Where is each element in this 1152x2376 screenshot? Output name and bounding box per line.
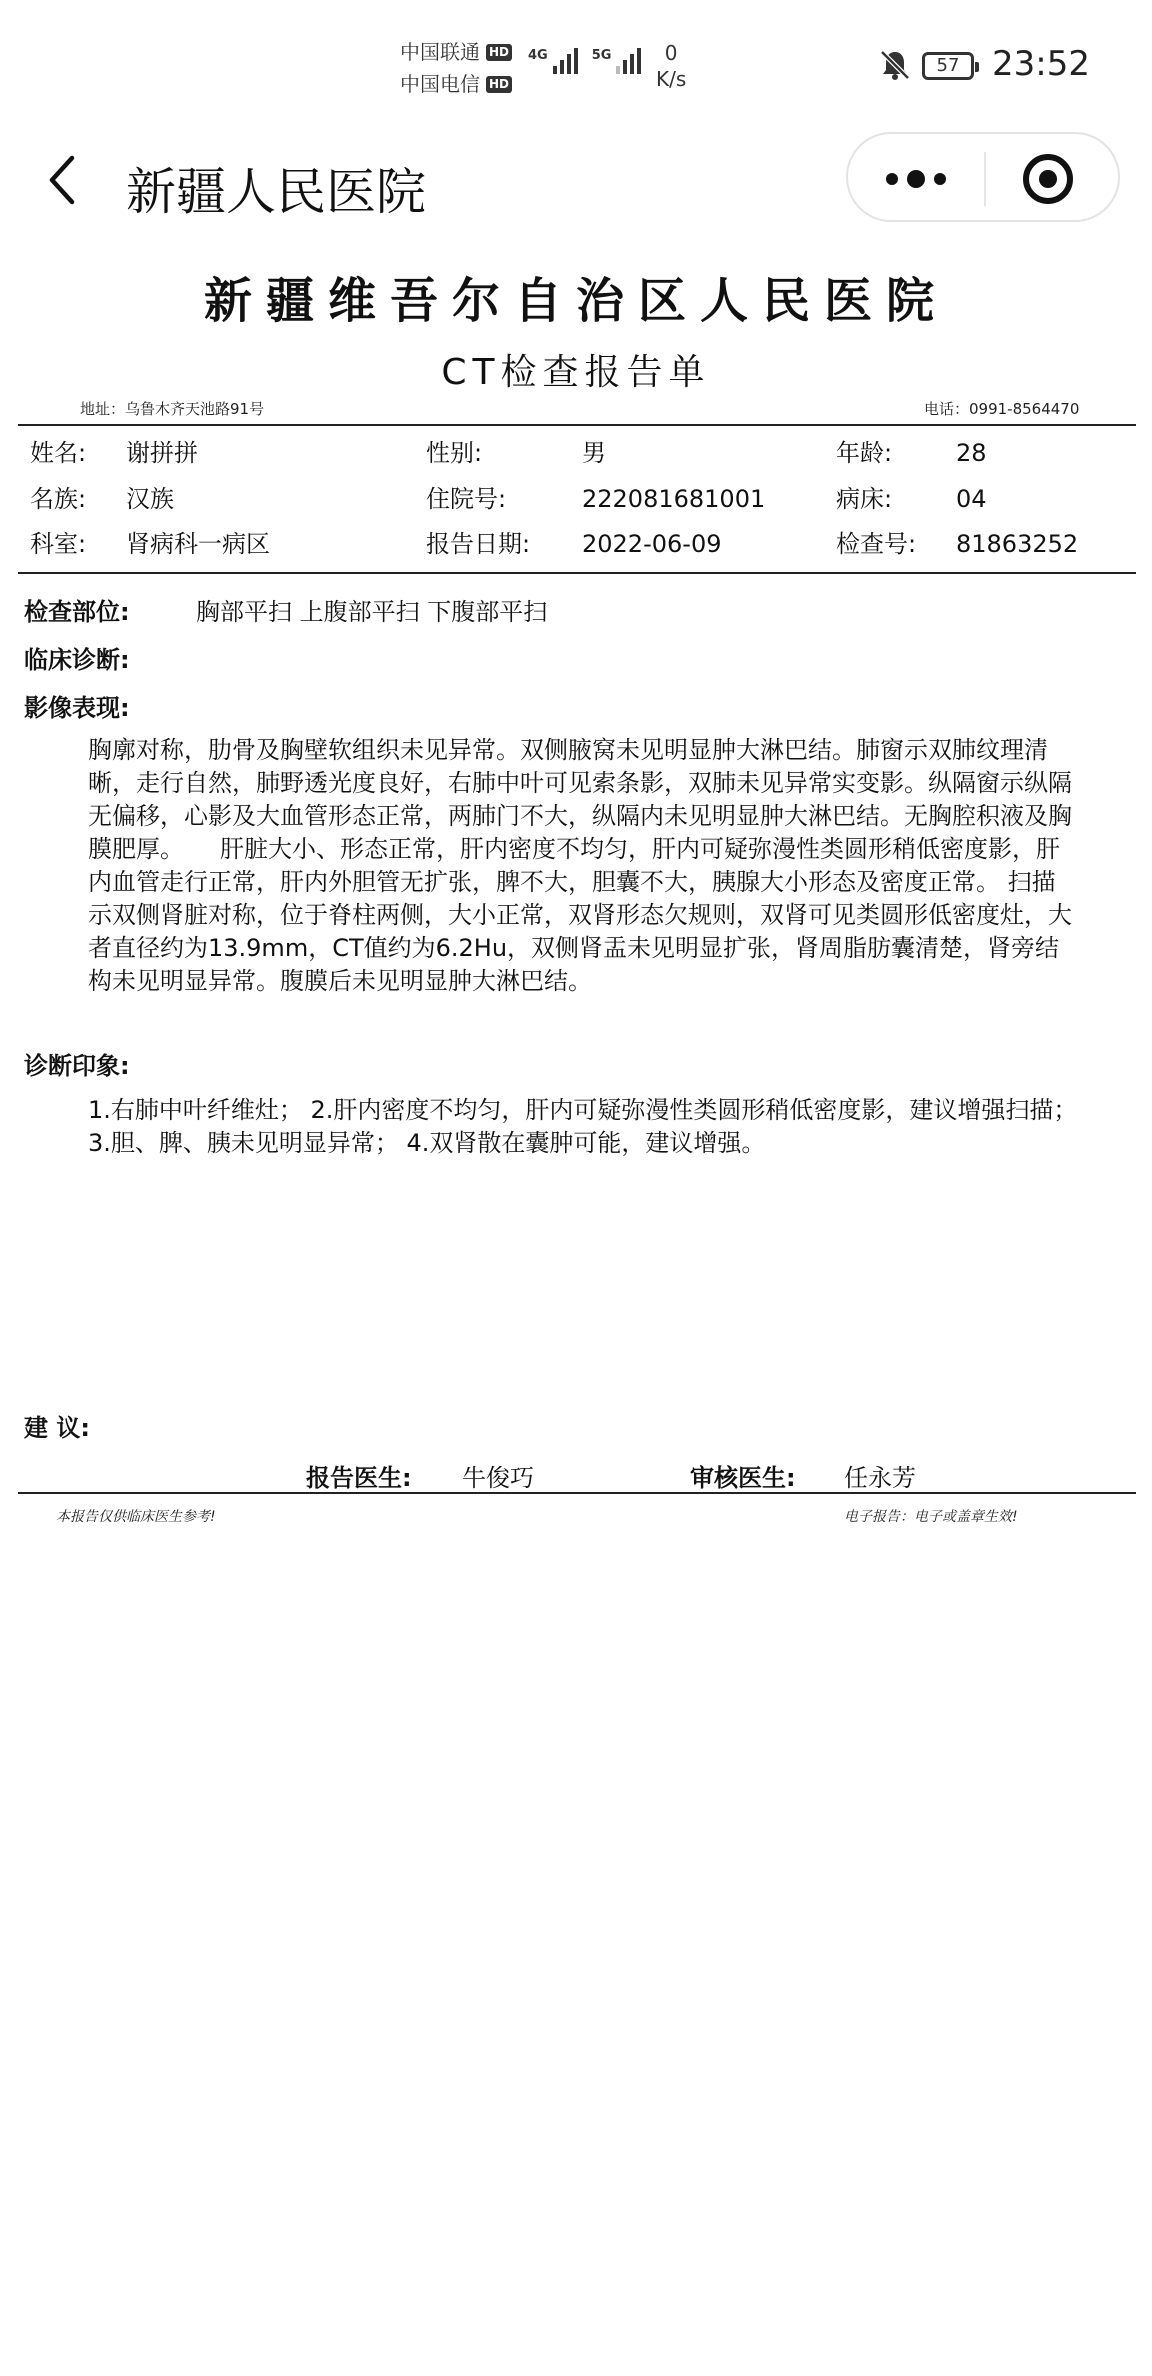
dept-value: 肾病科一病区	[126, 530, 270, 558]
ethnic-value: 汉族	[126, 485, 174, 513]
hospital-name: 新疆维吾尔自治区人民医院	[203, 273, 948, 329]
carrier-info	[400, 36, 512, 100]
divider-top	[18, 424, 1136, 426]
miniprogram-capsule	[846, 132, 1120, 222]
signal-5g-icon: 5G	[592, 48, 642, 74]
admission-label: 住院号:	[426, 485, 507, 513]
name-label: 姓名:	[30, 439, 87, 467]
signal-4g-icon: 4G	[528, 48, 578, 74]
impression-label: 诊断印象:	[24, 1052, 130, 1080]
back-icon[interactable]	[42, 150, 86, 210]
name-value: 谢拼拼	[126, 439, 198, 467]
footer-electronic: 电子报告：电子或盖章生效!	[844, 1509, 1018, 1525]
exam-part-label: 检查部位:	[24, 598, 130, 626]
signal-indicators	[528, 48, 641, 74]
admission-value: 222081681001	[582, 485, 766, 513]
findings-label: 影像表现:	[24, 694, 130, 722]
battery-indicator: 57	[922, 52, 974, 80]
suggestion-label: 建 议:	[24, 1414, 90, 1442]
ethnic-label: 名族:	[30, 485, 87, 513]
hospital-address: 地址：乌鲁木齐天池路91号	[80, 400, 265, 418]
hospital-phone: 电话：0991-8564470	[924, 400, 1080, 418]
status-time: 23:52	[992, 44, 1090, 84]
report-title: CT检查报告单	[441, 352, 711, 393]
bed-label: 病床:	[836, 485, 893, 513]
footer-disclaimer: 本报告仅供临床医生参考!	[56, 1509, 216, 1525]
exam-no-value: 81863252	[956, 530, 1079, 558]
dept-label: 科室:	[30, 530, 87, 558]
doctor-name: 牛俊巧	[462, 1464, 534, 1492]
sex-value: 男	[582, 439, 606, 467]
reviewer-label: 审核医生:	[690, 1464, 796, 1492]
page-title: 新疆人民医院	[126, 163, 426, 221]
status-bar	[0, 0, 1152, 130]
network-speed: 0 K/s	[656, 41, 687, 91]
findings-text: 胸廓对称，肋骨及胸壁软组织未见异常。双侧腋窝未见明显肿大淋巴结。肺窗示双肺纹理清晰，走行自然，肺野透光度良好，右肺中叶可见索条影，双肺未见异常实变影。纵隔窗示纵隔无偏移，心影及大血管形态正常，两肺门不大，纵隔内未见明显肿大淋巴结。无胸腔积液及胸膜肥厚。 肝脏大小、形态正常，肝内密度不均匀，肝内可疑弥漫性类圆形稍低密度影，肝内血管走行正常，肝内外胆管无扩张，脾不大，胆囊不大，胰腺大小形态及密度正常。 扫描示双侧肾脏对称，位于脊柱两侧，大小正常，双肾形态欠规则，双肾可见类圆形低密度灶，大者直径约为13.9mm，CT值约为6.2Hu，双侧肾盂未见明显扩张，肾周脂肪囊清楚，肾旁结构未见明显异常。腹膜后未见明显肿大淋巴结。	[88, 736, 1072, 995]
nav-bar	[0, 130, 1152, 230]
divider-info	[18, 572, 1136, 574]
divider-bottom	[18, 1492, 1136, 1494]
clinical-diagnosis-label: 临床诊断:	[24, 646, 130, 674]
more-icon[interactable]	[848, 134, 984, 222]
hd-badge-2: HD	[486, 76, 512, 93]
close-target-icon[interactable]	[986, 134, 1120, 222]
age-label: 年龄:	[836, 439, 893, 467]
hd-badge-1: HD	[486, 44, 512, 61]
exam-part-value: 胸部平扫 上腹部平扫 下腹部平扫	[196, 598, 548, 626]
carrier-2: 中国电信	[400, 72, 480, 96]
reviewer-name: 任永芳	[844, 1464, 916, 1492]
exam-no-label: 检查号:	[836, 530, 917, 558]
sex-label: 性别:	[426, 439, 483, 467]
bed-value: 04	[956, 485, 987, 513]
carrier-1: 中国联通	[400, 40, 480, 64]
mute-bell-icon	[878, 48, 912, 82]
doctor-label: 报告医生:	[306, 1464, 412, 1492]
report-date-label: 报告日期:	[426, 530, 531, 558]
impression-text: 1.右肺中叶纤维灶； 2.肝内密度不均匀，肝内可疑弥漫性类圆形稍低密度影，建议增强扫描； 3.胆、脾、胰未见明显异常； 4.双肾散在囊肿可能，建议增强。	[88, 1096, 1078, 1157]
age-value: 28	[956, 439, 987, 467]
report-date-value: 2022-06-09	[582, 530, 722, 558]
